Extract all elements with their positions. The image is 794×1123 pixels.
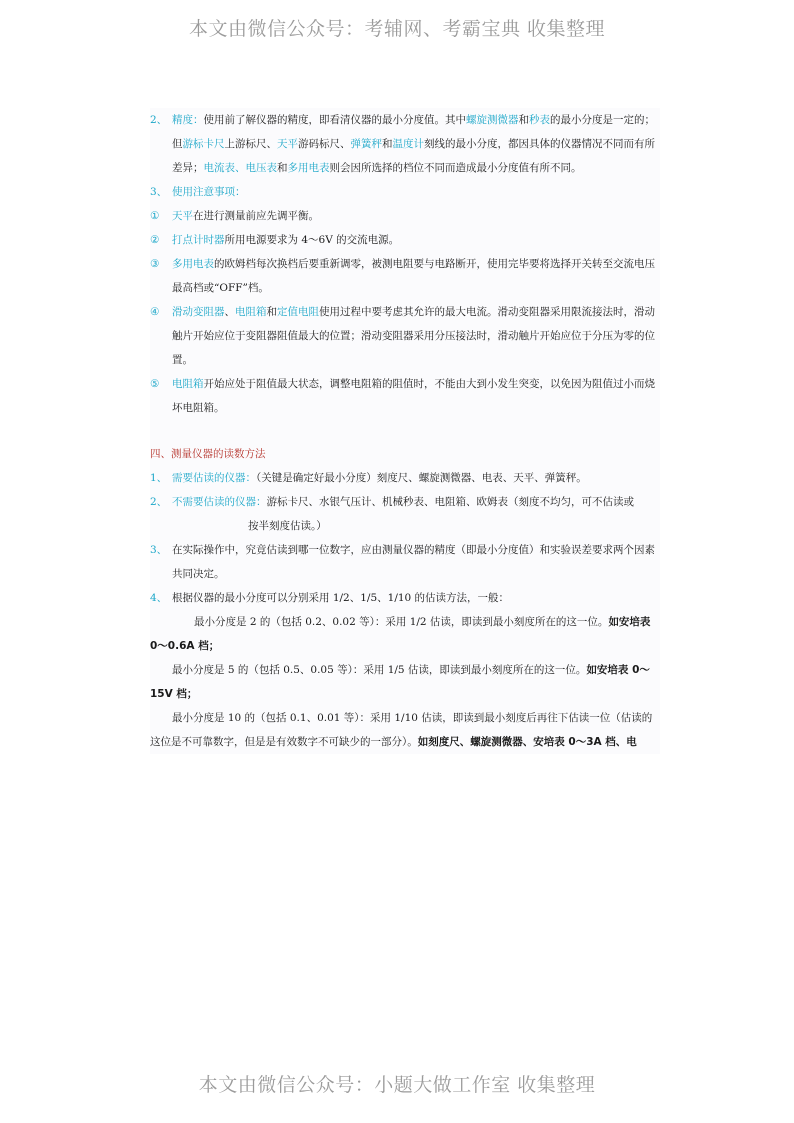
note-item	[150, 252, 660, 300]
keyword: 游标卡尺	[182, 138, 225, 150]
keyword: 螺旋测微器	[466, 114, 519, 126]
reading-item	[150, 466, 660, 490]
continuation-line: 按半刻度估读。）	[248, 520, 327, 532]
note-text	[172, 252, 660, 300]
heading: 使用注意事项：	[172, 186, 246, 198]
text: 和	[266, 306, 277, 318]
text: 刻线的最小分度，都因具体的仪器情况不同而有所差异；	[172, 138, 655, 174]
text: （关键是确定好最小分度）刻度尺、螺旋测微器、电表、天平、弹簧秤。	[256, 472, 587, 484]
item-text: 根据仪器的最小分度可以分别采用 1/2、1/5、1/10 的估读方法，一般：	[172, 592, 510, 604]
text: 开始应处于阻值最大状态，调整电阻箱的阻值时，不能由大到小发生突变，以免因为阻值过小而烧坏电阻箱。	[172, 378, 655, 414]
reading-item	[150, 538, 660, 586]
item-number: 1、	[150, 472, 168, 484]
example: 如安培表 0～15V 档；	[150, 664, 650, 700]
rule-paragraph	[150, 706, 660, 754]
keyword: 多用电表	[172, 258, 214, 270]
example: 如安培表 0～0.6A 档；	[150, 616, 651, 652]
text: 最小分度是 5 的（包括 0.5、0.05 等）：采用 1/5 估读，即读到最小刻度所在的这一位。	[172, 664, 587, 676]
note-text	[172, 300, 660, 372]
text: 使用过程中要考虑其允许的最大电流。滑动变阻器采用限流接法时，滑动触片开始应位于变阻器阻值最大的位置；滑动变阻器采用分压接法时，滑动触片开始应位于分压为零的位置。	[172, 306, 655, 366]
text: 、	[224, 306, 235, 318]
keyword: 秒表	[529, 114, 550, 126]
keyword: 滑动变阻器	[172, 306, 225, 318]
keyword: 精度：	[172, 114, 204, 126]
note-text	[172, 204, 660, 228]
rule-paragraph	[150, 610, 660, 658]
text: 则会因所选择的档位不同而造成最小分度值有所不同。	[329, 162, 582, 174]
note-number: ②	[150, 234, 160, 246]
rule-paragraph	[150, 658, 660, 706]
note-number: ①	[150, 210, 160, 222]
text: 的欧姆档每次换档后要重新调零，被测电阻要与电路断开，使用完毕要将选择开关转至交流电压最高档或“OFF”档。	[172, 258, 655, 294]
text: 和	[382, 138, 393, 150]
watermark-top: 本文由微信公众号：考辅网、考霸宝典 收集整理	[188, 18, 606, 40]
keyword: 弹簧秤	[350, 138, 382, 150]
item-notes-heading	[150, 180, 660, 204]
item-number: 2、	[150, 496, 168, 508]
reading-item	[150, 586, 660, 610]
example: 如刻度尺、螺旋测微器、安培表 0～3A 档、电	[417, 736, 637, 748]
document-body	[150, 108, 660, 754]
note-item	[150, 228, 660, 252]
keyword: 天平	[277, 138, 298, 150]
note-number: ⑤	[150, 378, 160, 390]
item-number: 3、	[150, 186, 168, 198]
keyword: 电阻箱	[235, 306, 267, 318]
reading-item	[150, 490, 660, 514]
text: 游标卡尺、水银气压计、机械秒表、电阻箱、欧姆表（刻度不均匀，可不估读或	[266, 496, 634, 508]
watermark-bottom: 本文由微信公众号：小题大做工作室 收集整理	[198, 1074, 596, 1096]
keyword: 电阻箱	[172, 378, 204, 390]
keyword: 不需要估读的仪器：	[172, 496, 267, 508]
note-item	[150, 204, 660, 228]
item-number: 2、	[150, 114, 168, 126]
note-item	[150, 372, 660, 420]
text: 游码标尺、	[298, 138, 351, 150]
keyword: 定值电阻	[277, 306, 319, 318]
item-number: 3、	[150, 544, 168, 556]
keyword: 温度计	[392, 138, 424, 150]
text: 最小分度是 2 的（包括 0.2、0.02 等）：采用 1/2 估读，即读到最小刻度所在的这一位。	[194, 616, 609, 628]
note-item	[150, 300, 660, 372]
text: 上游标尺、	[224, 138, 277, 150]
note-number: ③	[150, 258, 160, 270]
keyword: 天平	[172, 210, 193, 222]
text: 使用前了解仪器的精度，即看清仪器的最小分度值。其中	[203, 114, 466, 126]
keyword: 电流表、电压表	[203, 162, 277, 174]
note-text	[172, 372, 660, 420]
item-text	[172, 490, 660, 514]
spacer	[150, 420, 660, 442]
note-text	[172, 228, 660, 252]
text: 的最小分度是一定的；但	[172, 114, 655, 150]
keyword: 需要估读的仪器：	[172, 472, 256, 484]
section-heading: 四、测量仪器的读数方法	[150, 448, 266, 460]
text: 和	[518, 114, 529, 126]
item-precision	[150, 108, 660, 180]
item-text	[172, 108, 660, 180]
item-text	[172, 466, 660, 490]
note-number: ④	[150, 306, 160, 318]
text: 在进行测量前应先调平衡。	[193, 210, 319, 222]
text: 和	[277, 162, 288, 174]
item-number: 4、	[150, 592, 168, 604]
keyword: 多用电表	[287, 162, 330, 174]
keyword: 打点计时器	[172, 234, 225, 246]
item-text: 在实际操作中，究竟估读到哪一位数字，应由测量仪器的精度（即最小分度值）和实验误差要求两个因素共同决定。	[172, 544, 655, 580]
text: 最小分度是 10 的（包括 0.1、0.01 等）：采用 1/10 估读，即读到最小刻度后再往下估读一位（估读的这位是不可靠数字，但是是有效数字不可缺少的一部分）。	[150, 712, 653, 748]
text: 所用电源要求为 4～6V 的交流电源。	[224, 234, 400, 246]
